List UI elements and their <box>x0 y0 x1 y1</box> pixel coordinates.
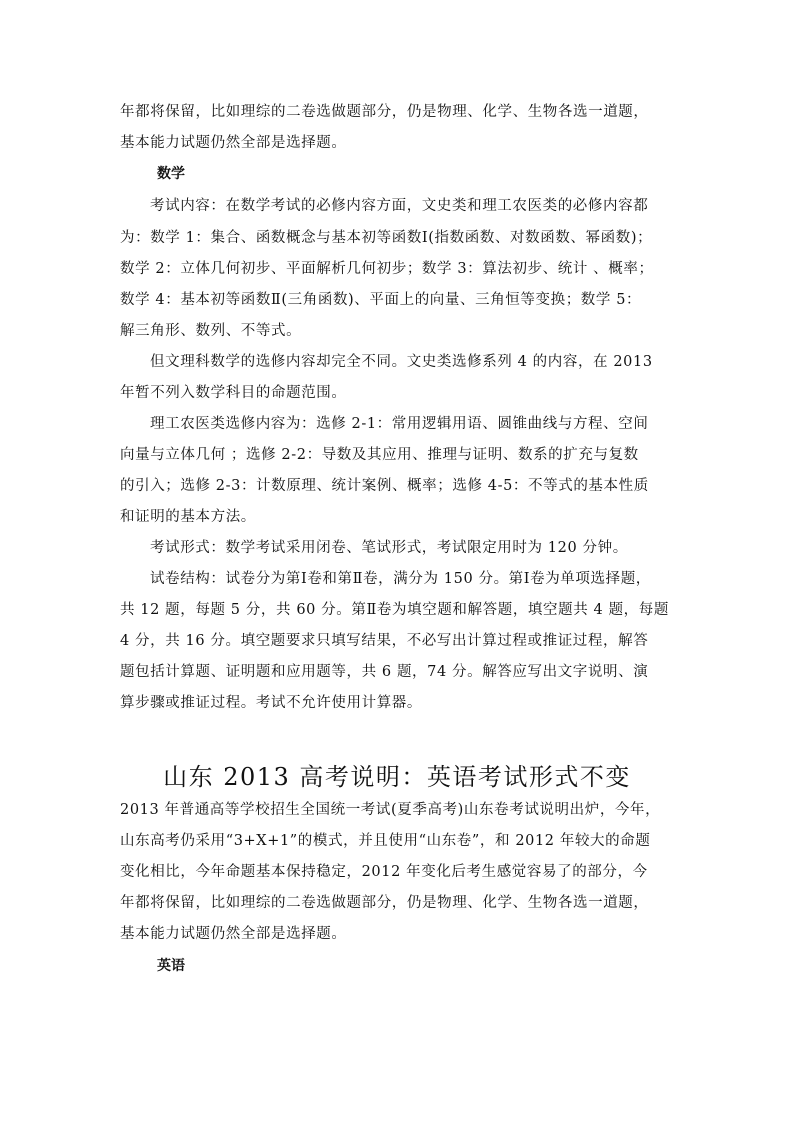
paragraph-line: 解三角形、数列、不等式。 <box>120 323 302 339</box>
math-heading: 数学 <box>157 166 185 182</box>
paragraph-line: 年都将保留，比如理综的二卷选做题部分，仍是物理、化学、生物各选一道题， <box>120 104 649 120</box>
paragraph-line: 算步骤或推证过程。考试不允许使用计算器。 <box>120 695 422 711</box>
paragraph-line: 基本能力试题仍然全部是选择题。 <box>120 135 347 151</box>
paragraph-line: 的引入；选修 2-3：计数原理、统计案例、概率；选修 4-5：不等式的基本性质 <box>120 478 649 494</box>
paragraph-line: 变化相比，今年命题基本保持稳定，2012 年变化后考生感觉容易了的部分，今 <box>120 864 648 880</box>
paragraph-line: 年都将保留，比如理综的二卷选做题部分，仍是物理、化学、生物各选一道题， <box>120 895 649 911</box>
section-title: 山东 2013 高考说明：英语考试形式不变 <box>163 763 631 791</box>
paragraph-line: 理工农医类选修内容为：选修 2-1：常用逻辑用语、圆锥曲线与方程、空间 <box>150 416 649 432</box>
paragraph-line: 但文理科数学的选修内容却完全不同。文史类选修系列 4 的内容，在 2013 <box>150 354 653 370</box>
english-heading: 英语 <box>157 958 185 974</box>
paragraph-line: 数学 4：基本初等函数Ⅱ(三角函数)、平面上的向量、三角恒等变换；数学 5： <box>120 292 642 308</box>
paragraph-line: 共 12 题，每题 5 分，共 60 分。第Ⅱ卷为填空题和解答题，填空题共 4 题，每题 <box>120 602 669 618</box>
paragraph-line: 试卷结构：试卷分为第Ⅰ卷和第Ⅱ卷，满分为 150 分。第Ⅰ卷为单项选择题， <box>150 571 651 587</box>
paragraph-line: 向量与立体几何 ；选修 2-2：导数及其应用、推理与证明、数系的扩充与复数 <box>120 447 639 463</box>
paragraph-line: 4 分，共 16 分。填空题要求只填写结果，不必写出计算过程或推证过程，解答 <box>120 633 649 649</box>
paragraph-line: 和证明的基本方法。 <box>120 509 256 525</box>
paragraph-line: 为：数学 1：集合、函数概念与基本初等函数Ⅰ(指数函数、对数函数、幂函数)； <box>120 230 653 246</box>
paragraph-line: 考试内容：在数学考试的必修内容方面，文史类和理工农医类的必修内容都 <box>150 198 649 214</box>
paragraph-line: 基本能力试题仍然全部是选择题。 <box>120 926 347 942</box>
paragraph-line: 题包括计算题、证明题和应用题等，共 6 题，74 分。解答应写出文字说明、演 <box>120 664 649 680</box>
paragraph-line: 山东高考仍采用“3+X+1”的模式，并且使用“山东卷”，和 2012 年较大的命题 <box>120 833 651 849</box>
paragraph-line: 考试形式：数学考试采用闭卷、笔试形式，考试限定用时为 120 分钟。 <box>150 540 628 556</box>
paragraph-line: 数学 2：立体几何初步、平面解析几何初步；数学 3：算法初步、统计 、概率； <box>120 261 654 277</box>
paragraph-line: 2013 年普通高等学校招生全国统一考试(夏季高考)山东卷考试说明出炉，今年， <box>120 802 661 818</box>
paragraph-line: 年暂不列入数学科目的命题范围。 <box>120 385 347 401</box>
